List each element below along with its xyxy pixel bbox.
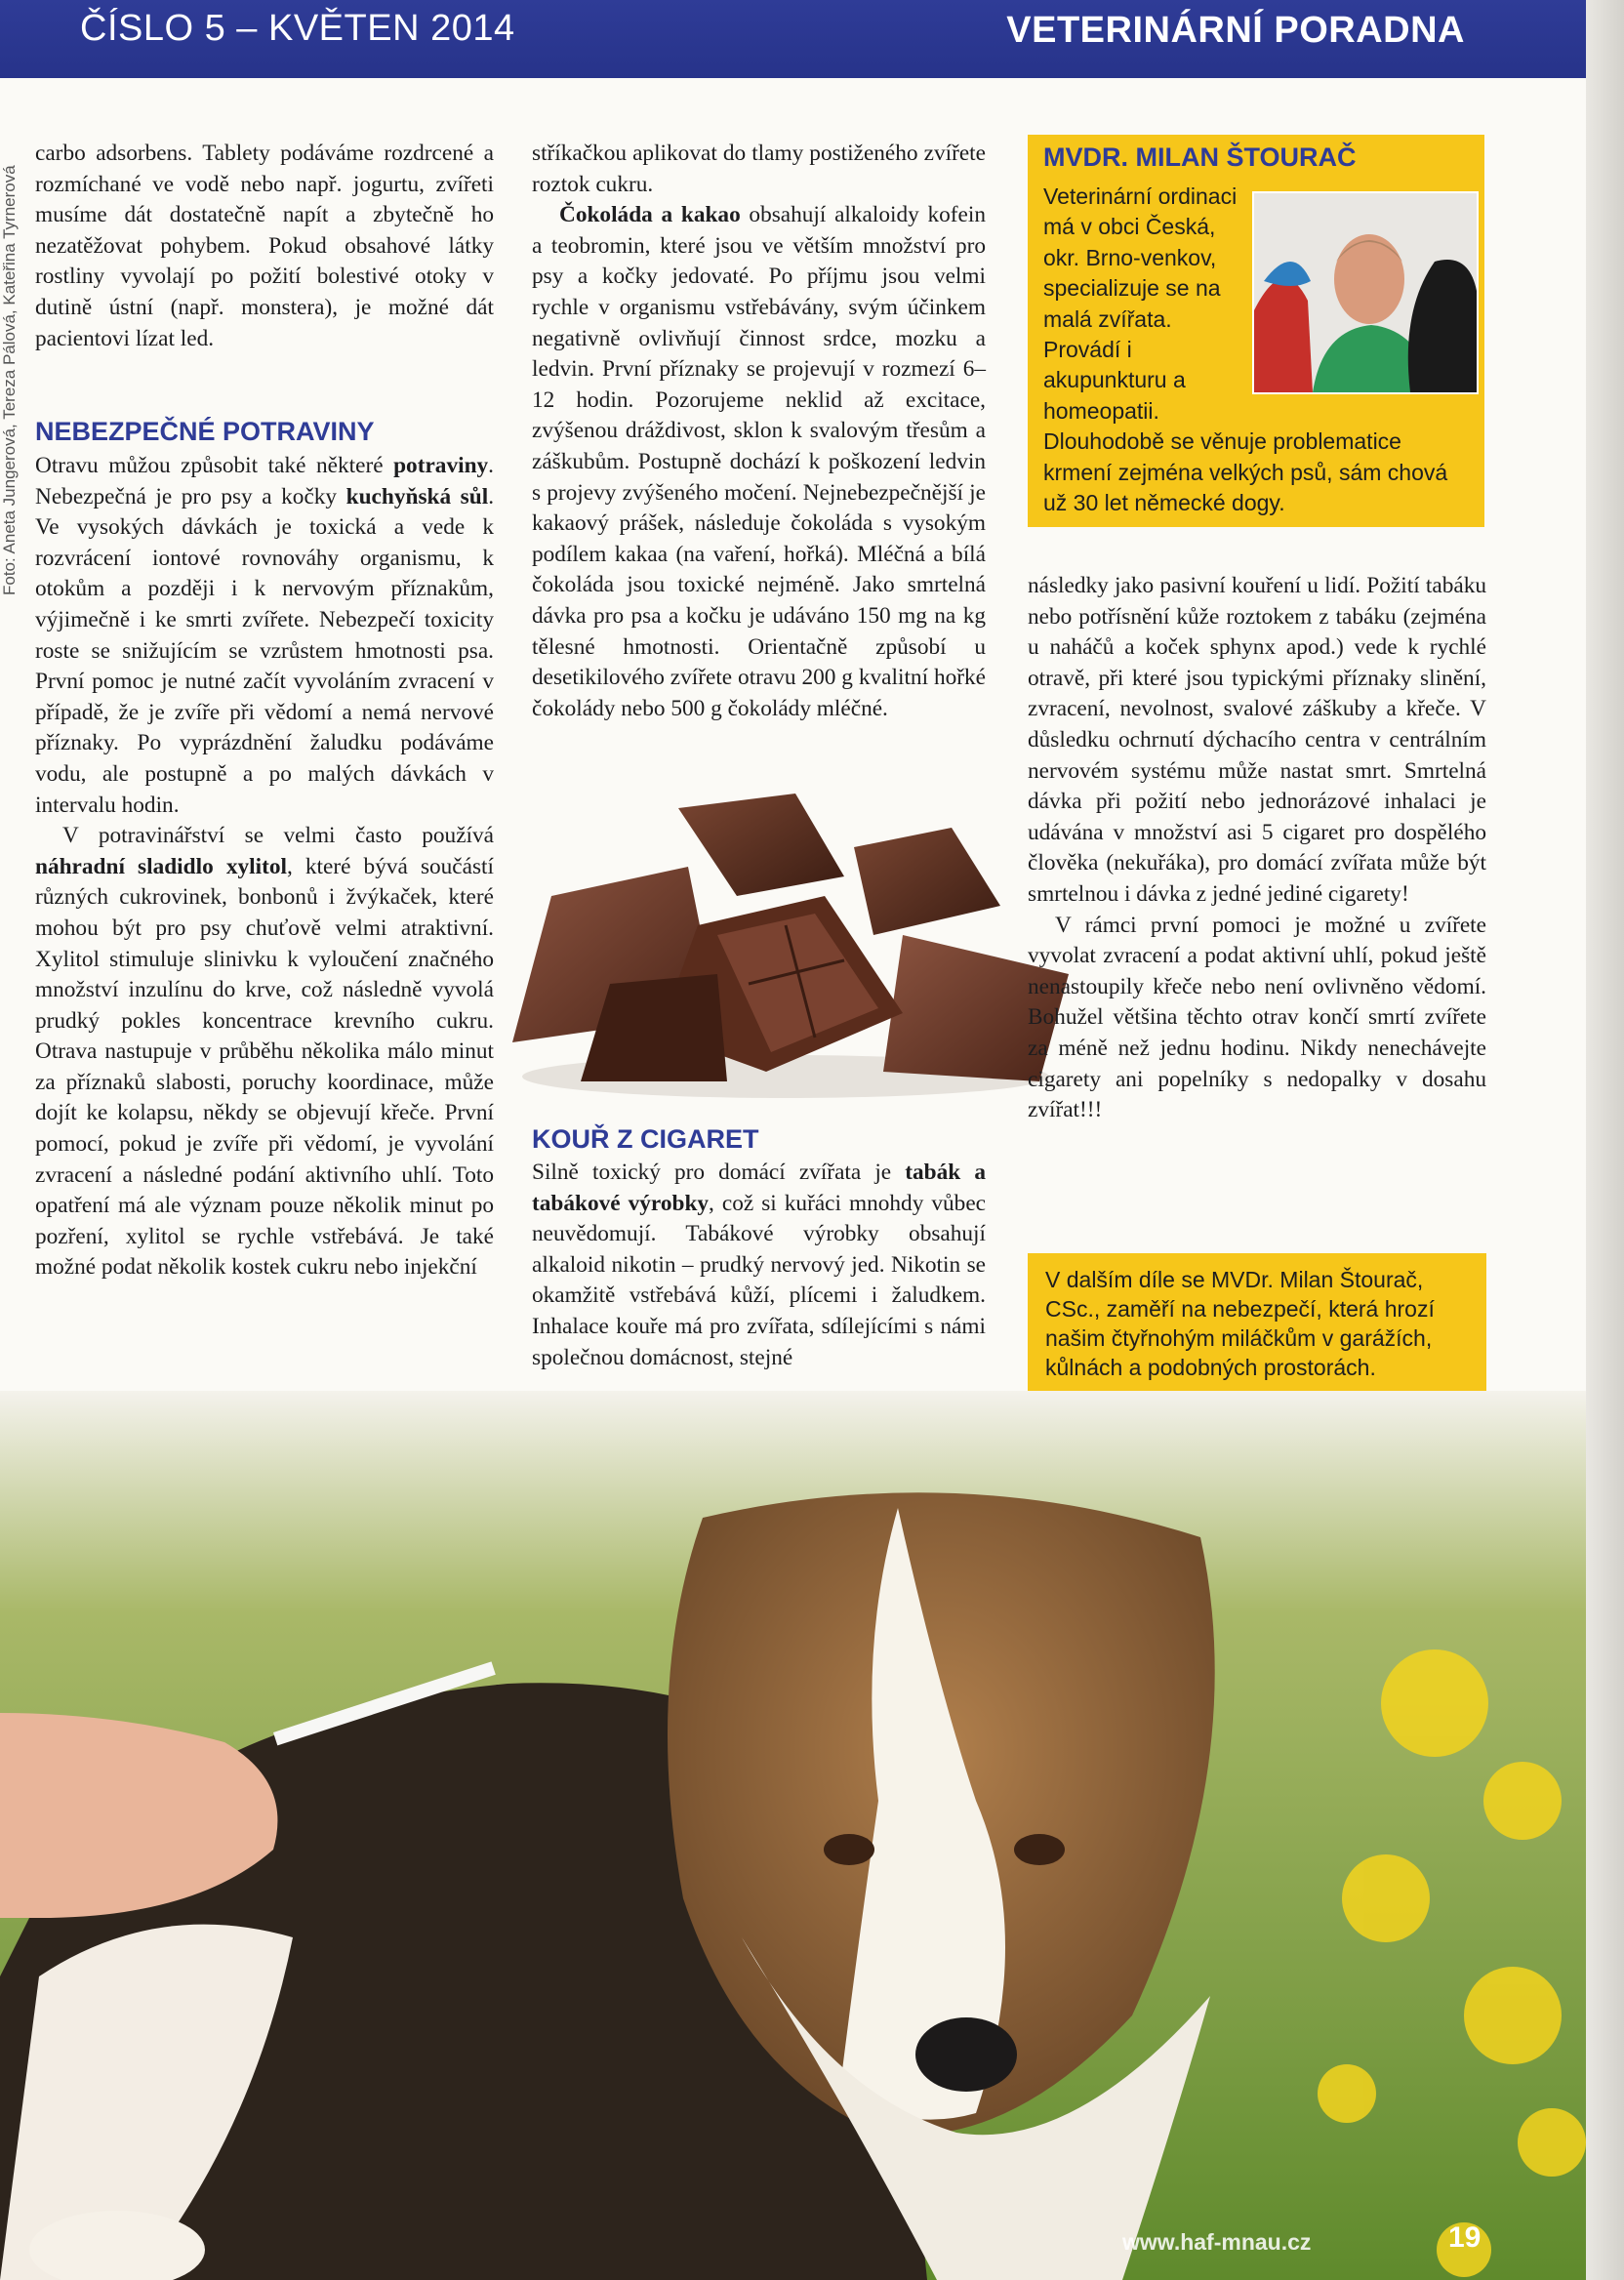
column-2 [532, 139, 986, 724]
paragraph: V rámci první pomoci je možné u zvířete vyvolat zvracení a podat aktivní uhlí, pokud ještě nenastoupily křeče nebo není ovlivněno vědomí. Bohužel většina těchto otrav končí smrtí zvířete za méně než jednu hodinu. Nikdy nenechávejte cigarety ani popelníky s nedopalky v dosahu zvířat!!! [1028, 912, 1486, 1123]
author-name: MVDR. MILAN ŠTOURAČ [1043, 142, 1357, 172]
paragraph: Otravu můžou způsobit také některé potraviny. Nebezpečná je pro psy a kočky kuchyňská sůl. Ve vysokých dávkách je toxická a vede k rozvrácení iontové rovnováhy organismu, k otokům a později i k nervovým příznakům, výjimečně i ke smrti zvířete. Nebezpečí toxicity roste se snižujícím se vzrůstem hmotnosti psa. První pomoc je nutné začít vyvoláním zvracení v případě, že je zvíře při vědomí a nemá nervové příznaky. Po vyprázdnění žaludku podáváme vodu, ale postupně a po malých dávkách v intervalu hodin. [35, 453, 495, 818]
page-number: 19 [1448, 2221, 1482, 2254]
next-issue-text: V dalším díle se MVDr. Milan Štourač, CSc., zaměří na nebezpečí, která hrozí našim čtyřnohým miláčkům v garážích, kůlnách a podobných prostorách. [1045, 1267, 1435, 1380]
website-url: www.haf-mnau.cz [1122, 2229, 1312, 2255]
subheading-food: NEBEZPEČNÉ POTRAVINY [35, 417, 375, 446]
author-bio: Veterinární ordinaci má v obci Česká, okr. Brno-venkov, specializuje se na malá zvířata. Provádí i akupunkturu a homeopatii. Dlouhodobě se věnuje problematice krmení zejména velkých psů, sám chová už 30 let německé dogy. [1043, 183, 1448, 516]
next-issue-box [1028, 1253, 1486, 1396]
paragraph: stříkačkou aplikovat do tlamy postiženého zvířete roztok cukru. [532, 141, 986, 197]
dog-photo [0, 1391, 1586, 2280]
header-bar [0, 0, 1586, 78]
subheading-smoke: KOUŘ Z CIGARET [532, 1124, 759, 1154]
column-1 [35, 139, 494, 354]
paragraph: Čokoláda a kakao obsahují alkaloidy kofein a teobromin, které jsou ve větším množství pro psy a kočky jedovaté. Po příjmu jsou velmi rychle v organismu vstřebávány, svým účinkem negativně ovlivňují činnost srdce, mozku a ledvin. První příznaky se projevují v rozmezí 6–12 hodin. Pozorujeme neklid až excitace, zvýšenou dráždivost, sklon k svalovým třesům a záškubům. Postupně dochází k poškození ledvin s projevy zvýšeného močení. Nejnebezpečnější je kakaový prášek, následuje čokoláda s vysokým podílem kakaa (na vaření, hořká). Mléčná a bílá čokoláda jsou toxické nejméně. Jako smrtelná dávka pro psa a kočku je udáváno 150 mg na kg tělesné hmotnosti. Orientačně způsobí u desetikilového zvířete otravu 200 g kvalitní hořké čokolády nebo 500 g čokolády mléčné. [532, 202, 986, 721]
page-edge [1586, 0, 1624, 2280]
column-2-body [532, 1158, 986, 1373]
paragraph: následky jako pasivní kouření u lidí. Požití tabáku nebo potřísnění kůže roztokem z tabáku (zejména u naháčů a koček sphynx apod.) vede k rychlé otravě, při které jsou typickými příznaky slinění, zvracení, nevolnost, svalové záškuby a křeče. V důsledku ochrnutí dýchacího centra v centrálním nervovém systému může nastat smrt. Smrtelná dávka při požití nebo jednorázové inhalaci je udávána v množství asi 5 cigaret pro dospělého člověka (nekuřáka), pro domácí zvířata může být smrtelnou i dávka z jedné jediné cigarety! [1028, 573, 1486, 907]
paragraph: Silně toxický pro domácí zvířata je tabák a tabákové výrobky, což si kuřáci mnohdy vůbec neuvědomují. Tabákové výrobky obsahují alkaloid nikotin – prudký nervový jed. Nikotin se okamžitě vstřebává kůží, plícemi i žaludkem. Inhalace kouře má pro zvířata, sdílejícími s námi společnou domácnost, stejné [532, 1160, 986, 1370]
issue-label: ČÍSLO 5 – KVĚTEN 2014 [80, 8, 515, 49]
author-box [1028, 135, 1484, 527]
column-1-body [35, 451, 494, 1283]
chocolate-image [493, 789, 1069, 1101]
column-3 [1028, 571, 1486, 1126]
paragraph: carbo adsorbens. Tablety podáváme rozdrcené a rozmíchané ve vodě nebo např. jogurtu, zvířeti musíme dát dostatečně napít a zbytečně ho nezatěžovat pohybem. Pokud obsahové látky rostliny vyvolají po požití bolestivé otoky v dutině ústní (např. monstera), je možné dát pacientovi lízat led. [35, 141, 494, 351]
section-title: VETERINÁRNÍ PORADNA [1006, 10, 1465, 51]
photo-credit: Foto: Aneta Jungerová, Tereza Pálová, Kateřina Tyrnerová [0, 165, 19, 595]
paragraph: V potravinářství se velmi často používá náhradní sladidlo xylitol, které bývá součástí různých cukrovinek, bonbonů i žvýkaček, které mohou být pro psy chuťově velmi atraktivní. Xylitol stimuluje slinivku k vyloučení značného množství inzulínu do krve, což následně vyvolá prudký pokles koncentrace krevního cukru. Otrava nastupuje v průběhu několika málo minut za příznaků slabosti, poruchy koordinace, může dojít ke kolapsu, někdy se objevují křeče. První pomocí, pokud je zvíře při vědomí, je vyvolání zvracení a následné podání aktivního uhlí. Toto opatření má ale význam pouze několik minut po pozření, xylitol se rychle vstřebává. Je také možné podat několik kostek cukru nebo injekční [35, 823, 495, 1281]
